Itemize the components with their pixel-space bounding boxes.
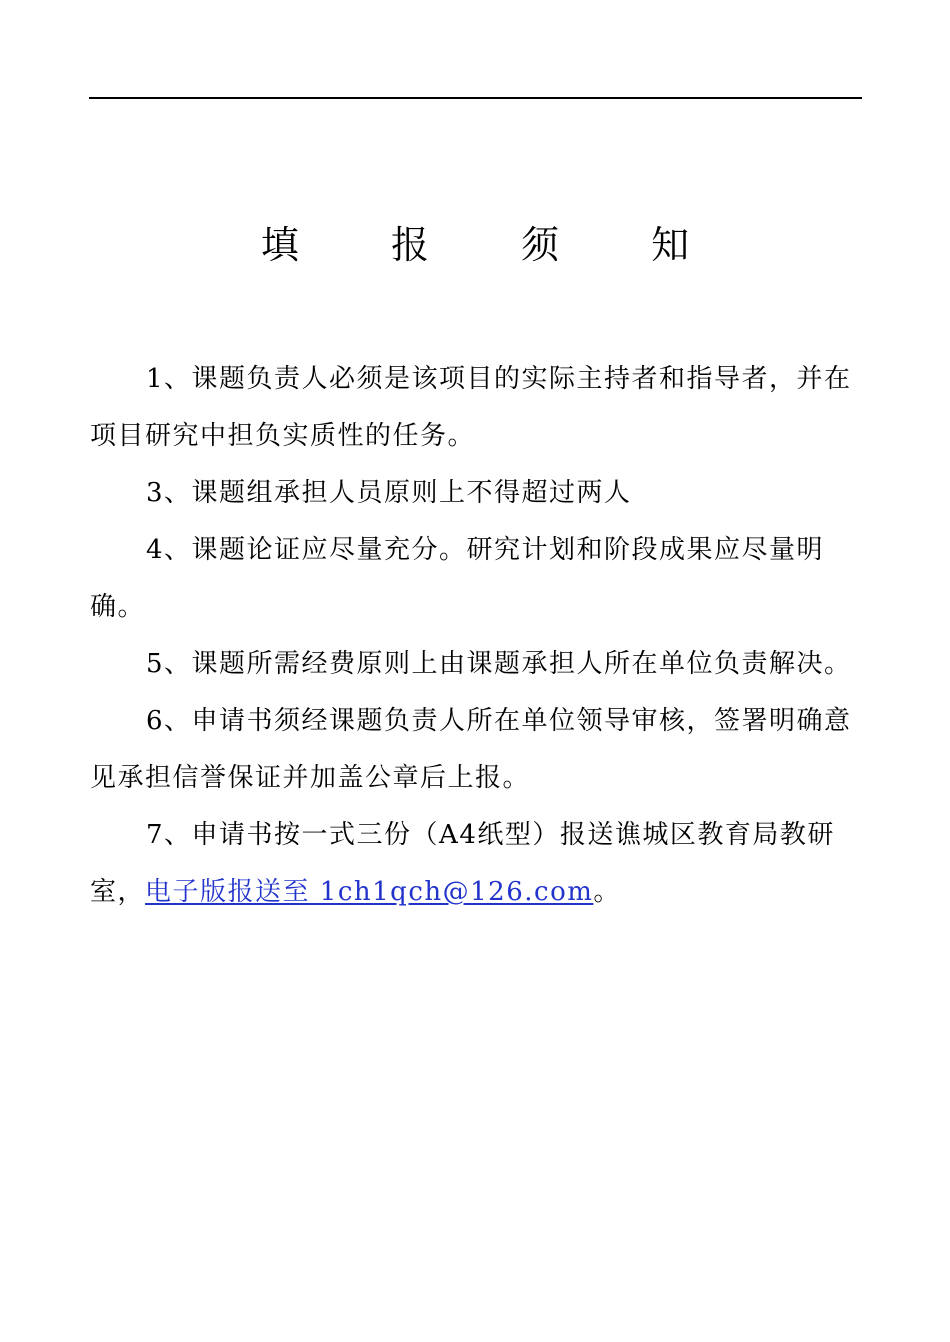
email-link[interactable]: 电子版报送至 1ch1qch@126.com: [145, 877, 594, 907]
note-item-submission: [90, 807, 870, 921]
top-rule: [89, 97, 862, 99]
note-suffix: 。: [593, 877, 621, 907]
notes-list: [90, 351, 870, 921]
note-item: 6、申请书须经课题负责人所在单位领导审核，签署明确意见承担信誉保证并加盖公章后上报。: [90, 706, 852, 793]
note-item: 5、课题所需经费原则上由课题承担人所在单位负责解决。: [146, 649, 852, 679]
note-item: 3、课题组承担人员原则上不得超过两人: [146, 478, 632, 508]
note-item: 4、课题论证应尽量充分。研究计划和阶段成果应尽量明确。: [90, 535, 825, 622]
note-text: 7、申请书按一式三份（A4纸型）报送谯城区教育局教研室，: [90, 820, 835, 907]
note-item: 1、课题负责人必须是该项目的实际主持者和指导者，并在项目研究中担负实质性的任务。: [90, 364, 852, 451]
page-title: 填 报 须 知: [260, 223, 730, 267]
